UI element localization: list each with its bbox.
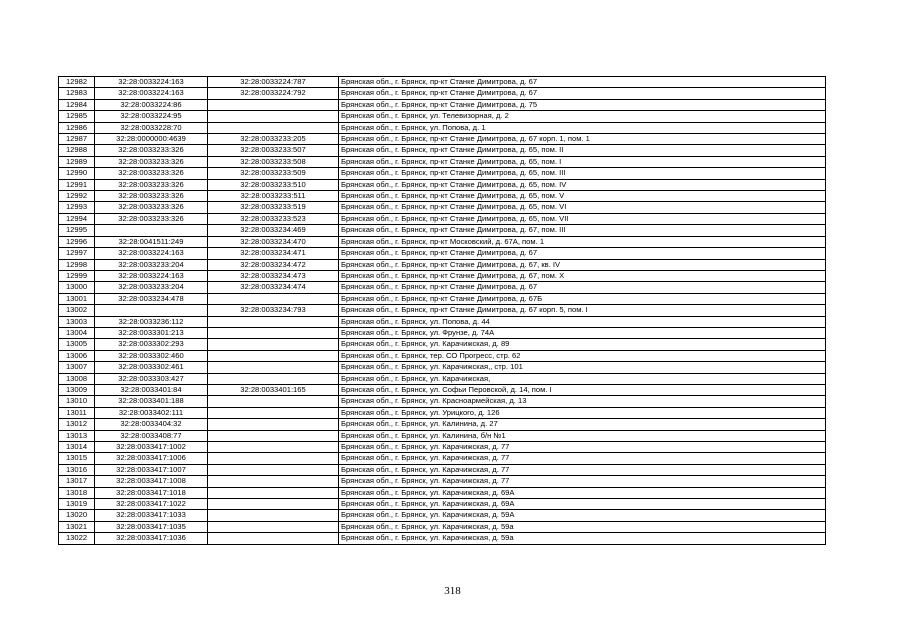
address: Брянская обл., г. Брянск, пр-кт Станке Димитрова, д. 67, пом. III [339, 225, 826, 236]
row-number: 13017 [59, 476, 95, 487]
table-row [59, 236, 826, 247]
object-cadastral-number [208, 419, 339, 430]
address: Брянская обл., г. Брянск, ул. Карачижская, д. 59а [339, 533, 826, 544]
object-cadastral-number [208, 510, 339, 521]
object-cadastral-number: 32:28:0033233:523 [208, 213, 339, 224]
land-cadastral-number: 32:28:0033417:1006 [95, 453, 208, 464]
row-number: 12986 [59, 122, 95, 133]
table-row [59, 521, 826, 532]
address: Брянская обл., г. Брянск, ул. Карачижская, д. 77 [339, 476, 826, 487]
land-cadastral-number: 32:28:0033228:70 [95, 122, 208, 133]
address: Брянская обл., г. Брянск, пр-кт Московский, д. 67А, пом. 1 [339, 236, 826, 247]
address: Брянская обл., г. Брянск, ул. Карачижская, д. 59а [339, 521, 826, 532]
land-cadastral-number: 32:28:0033417:1002 [95, 442, 208, 453]
object-cadastral-number: 32:28:0033234:470 [208, 236, 339, 247]
table-row [59, 191, 826, 202]
row-number: 12998 [59, 259, 95, 270]
row-number: 12999 [59, 270, 95, 281]
address: Брянская обл., г. Брянск, ул. Попова, д. 44 [339, 316, 826, 327]
land-cadastral-number: 32:28:0033417:1022 [95, 499, 208, 510]
table-row [59, 259, 826, 270]
row-number: 12985 [59, 111, 95, 122]
land-cadastral-number: 32:28:0033302:461 [95, 362, 208, 373]
row-number: 13010 [59, 396, 95, 407]
land-cadastral-number: 32:28:0033417:1018 [95, 487, 208, 498]
table-row [59, 510, 826, 521]
object-cadastral-number: 32:28:0033233:510 [208, 179, 339, 190]
row-number: 13000 [59, 282, 95, 293]
address: Брянская обл., г. Брянск, пр-кт Станке Димитрова, д. 65, пом. I [339, 156, 826, 167]
land-cadastral-number: 32:28:0033417:1008 [95, 476, 208, 487]
land-cadastral-number: 32:28:0033224:86 [95, 99, 208, 110]
land-cadastral-number: 32:28:0033224:163 [95, 88, 208, 99]
table-row [59, 327, 826, 338]
address: Брянская обл., г. Брянск, пр-кт Станке Димитрова, д. 75 [339, 99, 826, 110]
table-row [59, 293, 826, 304]
address: Брянская обл., г. Брянск, ул. Карачижская, [339, 373, 826, 384]
address: Брянская обл., г. Брянск, ул. Фрунзе, д. 74А [339, 327, 826, 338]
page-number: 318 [444, 585, 461, 597]
table-row [59, 499, 826, 510]
address: Брянская обл., г. Брянск, пр-кт Станке Димитрова, д. 67 [339, 88, 826, 99]
row-number: 12994 [59, 213, 95, 224]
land-cadastral-number [95, 305, 208, 316]
object-cadastral-number: 32:28:0033234:471 [208, 248, 339, 259]
address: Брянская обл., г. Брянск, пр-кт Станке Димитрова, д. 65, пом. VII [339, 213, 826, 224]
table-row [59, 419, 826, 430]
land-cadastral-number: 32:28:0033234:478 [95, 293, 208, 304]
table-row [59, 362, 826, 373]
object-cadastral-number [208, 430, 339, 441]
row-number: 12982 [59, 77, 95, 88]
row-number: 13011 [59, 407, 95, 418]
address: Брянская обл., г. Брянск, ул. Карачижская,, стр. 101 [339, 362, 826, 373]
land-cadastral-number: 32:28:0033408:77 [95, 430, 208, 441]
object-cadastral-number: 32:28:0033234:469 [208, 225, 339, 236]
table-row [59, 225, 826, 236]
land-cadastral-number: 32:28:0000000:4639 [95, 134, 208, 145]
address: Брянская обл., г. Брянск, ул. Калинина, д. 27 [339, 419, 826, 430]
land-cadastral-number: 32:28:0033236:112 [95, 316, 208, 327]
row-number: 12984 [59, 99, 95, 110]
land-cadastral-number: 32:28:0033233:326 [95, 213, 208, 224]
land-cadastral-number: 32:28:0033233:326 [95, 179, 208, 190]
address: Брянская обл., г. Брянск, ул. Карачижская, д. 77 [339, 453, 826, 464]
address: Брянская обл., г. Брянск, пр-кт Станке Димитрова, д. 67, кв. IV [339, 259, 826, 270]
row-number: 12983 [59, 88, 95, 99]
land-cadastral-number: 32:28:0033233:326 [95, 156, 208, 167]
object-cadastral-number [208, 99, 339, 110]
address: Брянская обл., г. Брянск, пр-кт Станке Димитрова, д. 67Б [339, 293, 826, 304]
land-cadastral-number: 32:28:0033417:1036 [95, 533, 208, 544]
row-number: 13022 [59, 533, 95, 544]
land-cadastral-number: 32:28:0033233:204 [95, 282, 208, 293]
object-cadastral-number [208, 521, 339, 532]
row-number: 12996 [59, 236, 95, 247]
land-cadastral-number: 32:28:0033417:1033 [95, 510, 208, 521]
object-cadastral-number [208, 476, 339, 487]
land-cadastral-number: 32:28:0033224:95 [95, 111, 208, 122]
object-cadastral-number: 32:28:0033401:165 [208, 384, 339, 395]
object-cadastral-number [208, 442, 339, 453]
land-cadastral-number: 32:28:0033233:326 [95, 202, 208, 213]
object-cadastral-number: 32:28:0033233:508 [208, 156, 339, 167]
land-cadastral-number: 32:28:0033404:32 [95, 419, 208, 430]
row-number: 13019 [59, 499, 95, 510]
row-number: 13007 [59, 362, 95, 373]
table-row [59, 464, 826, 475]
table-row [59, 213, 826, 224]
row-number: 12997 [59, 248, 95, 259]
row-number: 13013 [59, 430, 95, 441]
address: Брянская обл., г. Брянск, пр-кт Станке Димитрова, д. 67 [339, 248, 826, 259]
address: Брянская обл., г. Брянск, пр-кт Станке Димитрова, д. 67 [339, 282, 826, 293]
object-cadastral-number [208, 487, 339, 498]
object-cadastral-number [208, 373, 339, 384]
address: Брянская обл., г. Брянск, пр-кт Станке Димитрова, д. 67 корп. 1, пом. 1 [339, 134, 826, 145]
row-number: 12990 [59, 168, 95, 179]
object-cadastral-number: 32:28:0033233:205 [208, 134, 339, 145]
object-cadastral-number [208, 407, 339, 418]
object-cadastral-number: 32:28:0033233:507 [208, 145, 339, 156]
row-number: 12987 [59, 134, 95, 145]
object-cadastral-number [208, 339, 339, 350]
object-cadastral-number: 32:28:0033233:509 [208, 168, 339, 179]
row-number: 12993 [59, 202, 95, 213]
object-cadastral-number [208, 453, 339, 464]
address: Брянская обл., г. Брянск, пр-кт Станке Димитрова, д. 67, пом. Х [339, 270, 826, 281]
address: Брянская обл., г. Брянск, пр-кт Станке Димитрова, д. 65, пом. IV [339, 179, 826, 190]
row-number: 13008 [59, 373, 95, 384]
address: Брянская обл., г. Брянск, ул. Калинина, б/н №1 [339, 430, 826, 441]
row-number: 13003 [59, 316, 95, 327]
row-number: 13002 [59, 305, 95, 316]
table-row [59, 179, 826, 190]
land-cadastral-number: 32:28:0033224:163 [95, 77, 208, 88]
table-row [59, 168, 826, 179]
address: Брянская обл., г. Брянск, пр-кт Станке Димитрова, д. 65, пом. III [339, 168, 826, 179]
table-row [59, 99, 826, 110]
address: Брянская обл., г. Брянск, пр-кт Станке Димитрова, д. 65, пом. VI [339, 202, 826, 213]
table-row [59, 270, 826, 281]
object-cadastral-number: 32:28:0033233:519 [208, 202, 339, 213]
object-cadastral-number: 32:28:0033234:793 [208, 305, 339, 316]
table-row [59, 384, 826, 395]
address: Брянская обл., г. Брянск, ул. Красноармейская, д. 13 [339, 396, 826, 407]
land-cadastral-number: 32:28:0033303:427 [95, 373, 208, 384]
object-cadastral-number: 32:28:0033224:792 [208, 88, 339, 99]
table-row [59, 248, 826, 259]
row-number: 13004 [59, 327, 95, 338]
row-number: 13001 [59, 293, 95, 304]
land-cadastral-number: 32:28:0033233:204 [95, 259, 208, 270]
registry-table-body [59, 77, 826, 545]
table-row [59, 134, 826, 145]
row-number: 13009 [59, 384, 95, 395]
table-row [59, 442, 826, 453]
table-row [59, 339, 826, 350]
table-row [59, 111, 826, 122]
table-row [59, 476, 826, 487]
table-row [59, 122, 826, 133]
registry-table [58, 76, 826, 545]
row-number: 13015 [59, 453, 95, 464]
address: Брянская обл., г. Брянск, ул. Карачижская, д. 89 [339, 339, 826, 350]
table-row [59, 202, 826, 213]
row-number: 12991 [59, 179, 95, 190]
address: Брянская обл., г. Брянск, ул. Софьи Перовской, д. 14, пом. I [339, 384, 826, 395]
land-cadastral-number: 32:28:0033417:1007 [95, 464, 208, 475]
table-row [59, 316, 826, 327]
object-cadastral-number: 32:28:0033234:473 [208, 270, 339, 281]
row-number: 13021 [59, 521, 95, 532]
address: Брянская обл., г. Брянск, ул. Карачижская, д. 77 [339, 464, 826, 475]
address: Брянская обл., г. Брянск, пр-кт Станке Димитрова, д. 65, пом. V [339, 191, 826, 202]
table-row [59, 453, 826, 464]
land-cadastral-number [95, 225, 208, 236]
object-cadastral-number [208, 327, 339, 338]
table-row [59, 350, 826, 361]
address: Брянская обл., г. Брянск, ул. Карачижская, д. 59А [339, 510, 826, 521]
object-cadastral-number [208, 396, 339, 407]
address: Брянская обл., г. Брянск, пр-кт Станке Димитрова, д. 65, пом. II [339, 145, 826, 156]
land-cadastral-number: 32:28:0033401:84 [95, 384, 208, 395]
address: Брянская обл., г. Брянск, тер. СО Прогресс, стр. 62 [339, 350, 826, 361]
object-cadastral-number: 32:28:0033233:511 [208, 191, 339, 202]
row-number: 13014 [59, 442, 95, 453]
object-cadastral-number [208, 111, 339, 122]
land-cadastral-number: 32:28:0033301:213 [95, 327, 208, 338]
table-row [59, 156, 826, 167]
address: Брянская обл., г. Брянск, ул. Телевизорная, д. 2 [339, 111, 826, 122]
object-cadastral-number [208, 362, 339, 373]
land-cadastral-number: 32:28:0033302:460 [95, 350, 208, 361]
row-number: 12989 [59, 156, 95, 167]
object-cadastral-number [208, 464, 339, 475]
row-number: 13018 [59, 487, 95, 498]
object-cadastral-number [208, 499, 339, 510]
land-cadastral-number: 32:28:0033233:326 [95, 191, 208, 202]
row-number: 13020 [59, 510, 95, 521]
object-cadastral-number [208, 316, 339, 327]
row-number: 12992 [59, 191, 95, 202]
address: Брянская обл., г. Брянск, ул. Урицкого, д. 126 [339, 407, 826, 418]
object-cadastral-number: 32:28:0033224:787 [208, 77, 339, 88]
row-number: 12995 [59, 225, 95, 236]
row-number: 13005 [59, 339, 95, 350]
table-row [59, 430, 826, 441]
land-cadastral-number: 32:28:0033401:188 [95, 396, 208, 407]
object-cadastral-number [208, 122, 339, 133]
object-cadastral-number: 32:28:0033234:472 [208, 259, 339, 270]
row-number: 12988 [59, 145, 95, 156]
address: Брянская обл., г. Брянск, ул. Попова, д. 1 [339, 122, 826, 133]
address: Брянская обл., г. Брянск, ул. Карачижская, д. 69А [339, 487, 826, 498]
table-row [59, 282, 826, 293]
table-row [59, 396, 826, 407]
row-number: 13016 [59, 464, 95, 475]
table-row [59, 77, 826, 88]
table-row [59, 533, 826, 544]
land-cadastral-number: 32:28:0033224:163 [95, 248, 208, 259]
land-cadastral-number: 32:28:0033402:111 [95, 407, 208, 418]
land-cadastral-number: 32:28:0033224:163 [95, 270, 208, 281]
table-row [59, 88, 826, 99]
land-cadastral-number: 32:28:0033233:326 [95, 145, 208, 156]
object-cadastral-number [208, 533, 339, 544]
land-cadastral-number: 32:28:0033233:326 [95, 168, 208, 179]
table-row [59, 487, 826, 498]
object-cadastral-number [208, 293, 339, 304]
row-number: 13012 [59, 419, 95, 430]
table-row [59, 145, 826, 156]
object-cadastral-number [208, 350, 339, 361]
land-cadastral-number: 32:28:0033417:1035 [95, 521, 208, 532]
table-row [59, 407, 826, 418]
address: Брянская обл., г. Брянск, ул. Карачижская, д. 69А [339, 499, 826, 510]
land-cadastral-number: 32:28:0041511:249 [95, 236, 208, 247]
address: Брянская обл., г. Брянск, пр-кт Станке Димитрова, д. 67 корп. 5, пом. I [339, 305, 826, 316]
row-number: 13006 [59, 350, 95, 361]
address: Брянская обл., г. Брянск, ул. Карачижская, д. 77 [339, 442, 826, 453]
object-cadastral-number: 32:28:0033234:474 [208, 282, 339, 293]
land-cadastral-number: 32:28:0033302:293 [95, 339, 208, 350]
address: Брянская обл., г. Брянск, пр-кт Станке Димитрова, д. 67 [339, 77, 826, 88]
table-row [59, 305, 826, 316]
table-row [59, 373, 826, 384]
